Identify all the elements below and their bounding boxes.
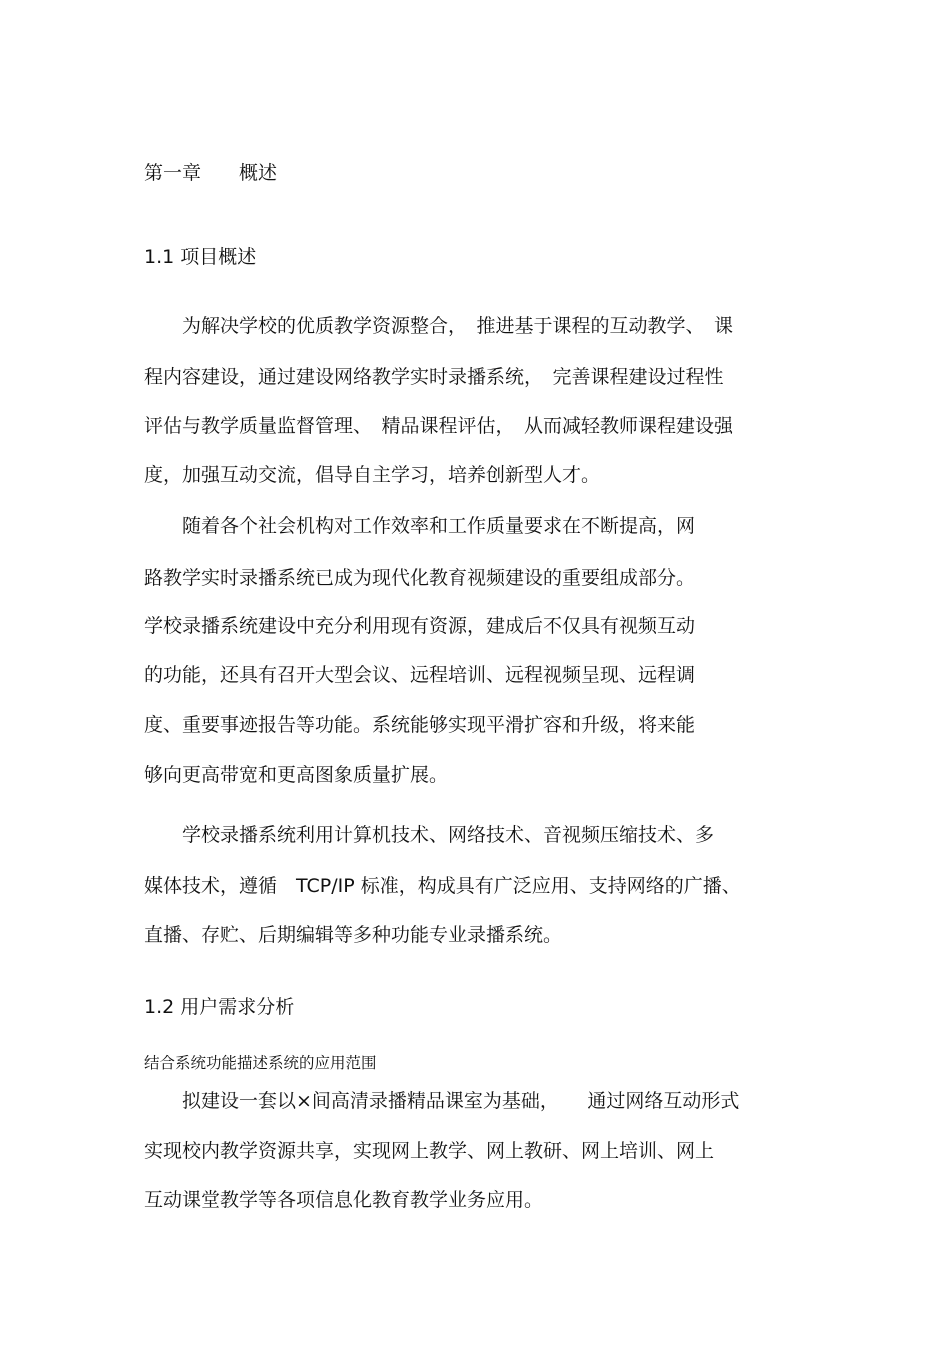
paragraph-line: 实现校内教学资源共享，实现网上教学、网上教研、网上培训、网上 [144,1140,715,1162]
paragraph-line: 学校录播系统利用计算机技术、网络技术、音视频压缩技术、多 [144,824,715,846]
paragraph-line: 程内容建设，通过建设网络教学实时录播系统， 完善课程建设过程性 [144,366,724,388]
paragraph-line: 的功能，还具有召开大型会议、远程培训、远程视频呈现、远程调 [144,664,696,686]
section-subheading: 结合系统功能描述系统的应用范围 [144,1054,377,1072]
section-heading-1-1: 1.1 项目概述 [144,246,257,268]
paragraph-line: 随着各个社会机构对工作效率和工作质量要求在不断提高，网 [144,515,696,537]
paragraph-line: 度、重要事迹报告等功能。系统能够实现平滑扩容和升级，将来能 [144,714,696,736]
paragraph-line: 直播、存贮、后期编辑等多种功能专业录播系统。 [144,924,563,946]
paragraph-line: 路教学实时录播系统已成为现代化教育视频建设的重要组成部分。 [144,567,696,589]
paragraph-line: 拟建设一套以×间高清录播精品课室为基础， 通过网络互动形式 [144,1090,740,1112]
paragraph-line: 为解决学校的优质教学资源整合， 推进基于课程的互动教学、 课 [144,315,734,337]
chapter-title: 第一章 概述 [144,162,278,184]
paragraph-line: 评估与教学质量监督管理、 精品课程评估， 从而减轻教师课程建设强 [144,415,734,437]
paragraph-line: 互动课堂教学等各项信息化教育教学业务应用。 [144,1189,544,1211]
paragraph-line: 学校录播系统建设中充分利用现有资源，建成后不仅具有视频互动 [144,615,696,637]
paragraph-line: 够向更高带宽和更高图象质量扩展。 [144,764,449,786]
section-heading-1-2: 1.2 用户需求分析 [144,996,295,1018]
paragraph-line: 媒体技术，遵循 TCP/IP 标准，构成具有广泛应用、支持网络的广播、 [144,875,741,897]
paragraph-line: 度，加强互动交流，倡导自主学习，培养创新型人才。 [144,464,601,486]
